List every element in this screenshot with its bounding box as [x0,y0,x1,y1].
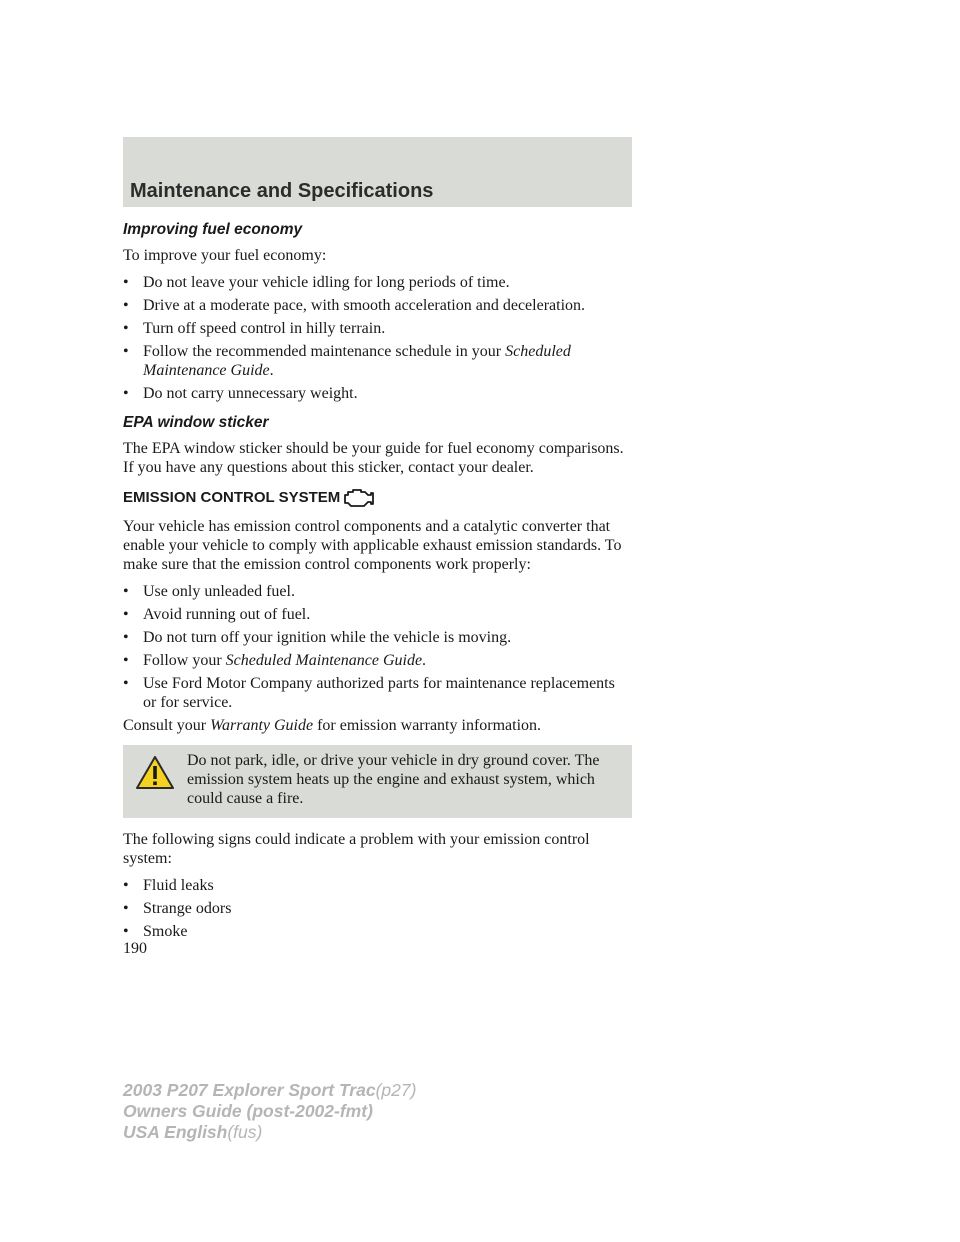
engine-icon [342,487,376,509]
emission-intro: Your vehicle has emission control components and a catalytic converter that enable your vehicle to comply with applicable exhaust emission standards. To make sure that the emission control components work properly: [123,518,622,573]
epa-sticker-heading: EPA window sticker [123,414,269,431]
list-item: • Use only unleaded fuel. [123,583,295,600]
footer-line: 2003 P207 Explorer Sport Trac(p27) [123,1080,417,1100]
fire-warning-text: Do not park, idle, or drive your vehicle in dry ground cover. The emission system heats up the engine and exhaust system, which could cause a fire. [187,752,600,807]
fuel-economy-intro: To improve your fuel economy: [123,247,327,264]
emission-list [123,582,632,712]
list-item: • Follow the recommended maintenance schedule in your Scheduled Maintenance Guide. [123,343,571,379]
list-item: • Do not carry unnecessary weight. [123,385,358,402]
fuel-economy-list [123,273,632,403]
list-item: • Avoid running out of fuel. [123,606,311,623]
fire-warning-box [123,745,632,818]
list-item: • Turn off speed control in hilly terrain. [123,320,386,337]
list-item: • Do not leave your vehicle idling for long periods of time. [123,274,510,291]
list-item: • Smoke [123,923,188,940]
emission-control-heading: EMISSION CONTROL SYSTEM [123,487,632,509]
list-item: • Follow your Scheduled Maintenance Guide. [123,652,427,669]
page-content [123,220,632,945]
emission-signs-intro: The following signs could indicate a problem with your emission control system: [123,831,590,867]
list-item: • Fluid leaks [123,877,214,894]
list-item: • Use Ford Motor Company authorized parts for maintenance replacements or for service. [123,675,615,711]
list-item: • Strange odors [123,900,232,917]
list-item: • Drive at a moderate pace, with smooth acceleration and deceleration. [123,297,586,314]
document-footer [123,1080,416,1143]
epa-sticker-body: The EPA window sticker should be your guide for fuel economy comparisons. If you have any questions about this sticker, contact your dealer. [123,440,624,476]
warning-triangle-icon [135,755,175,791]
fuel-economy-heading: Improving fuel economy [123,221,303,238]
list-item: • Do not turn off your ignition while the vehicle is moving. [123,629,512,646]
emission-signs-list [123,876,632,941]
footer-line: USA English(fus) [123,1122,263,1142]
section-title: Maintenance and Specifications [130,180,434,202]
page-number: 190 [123,940,147,957]
warranty-note: Consult your Warranty Guide for emission warranty information. [123,717,542,734]
footer-line: Owners Guide (post-2002-fmt) [123,1101,373,1121]
